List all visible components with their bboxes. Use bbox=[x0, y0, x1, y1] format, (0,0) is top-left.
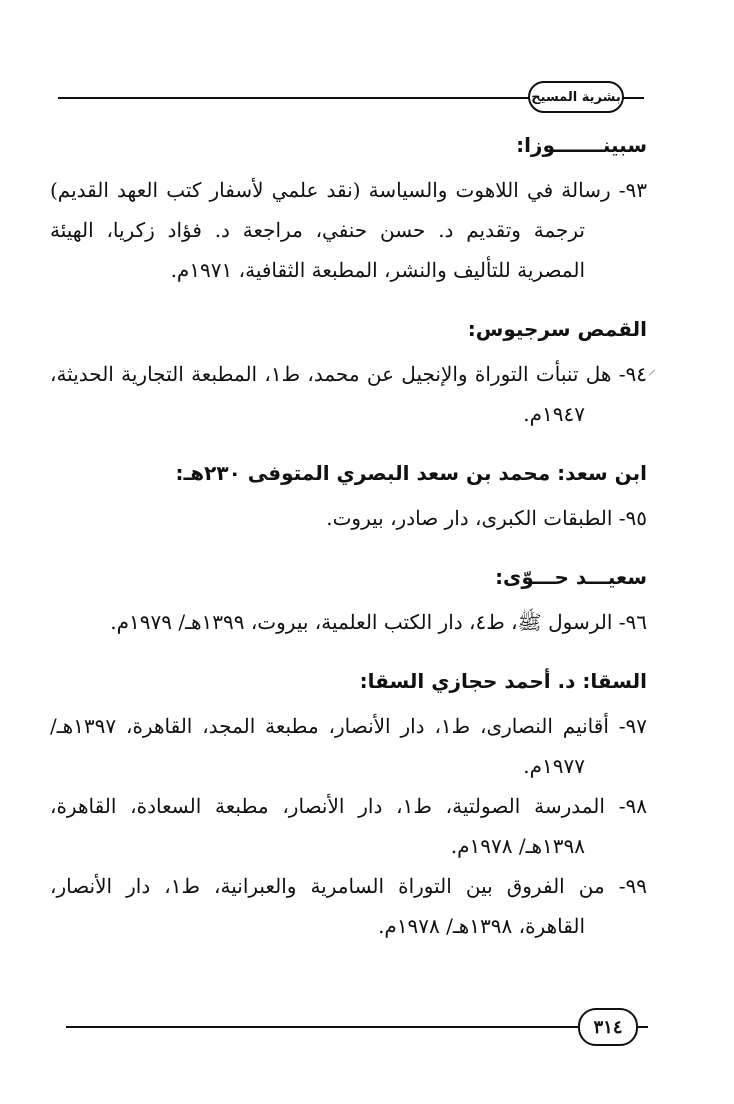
entry-number: ٩٧ bbox=[625, 714, 647, 738]
entry-text: الرسول ﷺ، ط٤، دار الكتب العلمية، بيروت، ١٣٩٩هـ/ ١٩٧٩م. bbox=[110, 610, 613, 634]
footer-rule bbox=[66, 1026, 648, 1028]
entry-text: أقانيم النصارى، ط١، دار الأنصار، مطبعة المجد، القاهرة، ١٣٩٧هـ/ ١٩٧٧م. bbox=[50, 714, 609, 778]
scan-mark bbox=[649, 369, 655, 375]
running-title: بشرية المسيح bbox=[528, 81, 624, 113]
entry-number: ٩٣ bbox=[625, 178, 647, 202]
bibliography-entry: ٩٧- أقانيم النصارى، ط١، دار الأنصار، مطبعة المجد، القاهرة، ١٣٩٧هـ/ ١٩٧٧م. bbox=[50, 714, 647, 778]
page-number: ٣١٤ bbox=[578, 1008, 638, 1046]
entry-number: ٩٦ bbox=[625, 610, 647, 634]
author-heading: سعيـــد حـــوّى: bbox=[495, 565, 647, 589]
author-heading: القمص سرجيوس: bbox=[467, 317, 647, 341]
entry-number: ٩٨ bbox=[625, 794, 648, 818]
bibliography-entry: ٩٤- هل تنبأت التوراة والإنجيل عن محمد، ط١، المطبعة التجارية الحديثة، ١٩٤٧م. bbox=[50, 362, 647, 426]
entry-text: من الفروق بين التوراة السامرية والعبرانية، ط١، دار الأنصار، القاهرة، ١٣٩٨هـ/ ١٩٧٨م. bbox=[50, 874, 605, 938]
bibliography-entry: ٩٦- الرسول ﷺ، ط٤، دار الكتب العلمية، بيروت، ١٣٩٩هـ/ ١٩٧٩م. bbox=[110, 610, 647, 634]
entry-number: ٩٩ bbox=[625, 874, 647, 898]
bibliography-content bbox=[50, 128, 647, 946]
entry-text: رسالة في اللاهوت والسياسة (نقد علمي لأسفار كتب العهد القديم) ترجمة وتقديم د. حسن حنفي، مراجعة د. فؤاد زكريا، الهيئة المصرية للتأليف والنشر، المطبعة الثقافية، ١٩٧١م. bbox=[50, 178, 611, 282]
entry-text: الطبقات الكبرى، دار صادر، بيروت. bbox=[326, 506, 613, 530]
bibliography-entry: ٩٣- رسالة في اللاهوت والسياسة (نقد علمي لأسفار كتب العهد القديم) ترجمة وتقديم د. حسن حنفي، مراجعة د. فؤاد زكريا، الهيئة المصرية للتأليف والنشر، المطبعة الثقافية، ١٩٧١م. bbox=[50, 178, 647, 282]
entry-text: هل تنبأت التوراة والإنجيل عن محمد، ط١، المطبعة التجارية الحديثة، ١٩٤٧م. bbox=[50, 362, 612, 426]
bibliography-entry: ٩٥- الطبقات الكبرى، دار صادر، بيروت. bbox=[326, 506, 647, 530]
bibliography-entry: ٩٨- المدرسة الصولتية، ط١، دار الأنصار، مطبعة السعادة، القاهرة، ١٣٩٨هـ/ ١٩٧٨م. bbox=[50, 794, 648, 858]
author-heading: ابن سعد: محمد بن سعد البصري المتوفى ٢٣٠هـ: bbox=[175, 461, 647, 485]
entry-number: ٩٥ bbox=[625, 506, 647, 530]
bibliography-entry: ٩٩- من الفروق بين التوراة السامرية والعبرانية، ط١، دار الأنصار، القاهرة، ١٣٩٨هـ/ ١٩٧٨م. bbox=[50, 874, 647, 938]
entry-text: المدرسة الصولتية، ط١، دار الأنصار، مطبعة السعادة، القاهرة، ١٣٩٨هـ/ ١٩٧٨م. bbox=[50, 794, 605, 858]
author-heading: سبينـــــــوزا: bbox=[516, 133, 647, 157]
author-heading: السقا: د. أحمد حجازي السقا: bbox=[359, 669, 647, 693]
entry-number: ٩٤ bbox=[625, 362, 647, 386]
